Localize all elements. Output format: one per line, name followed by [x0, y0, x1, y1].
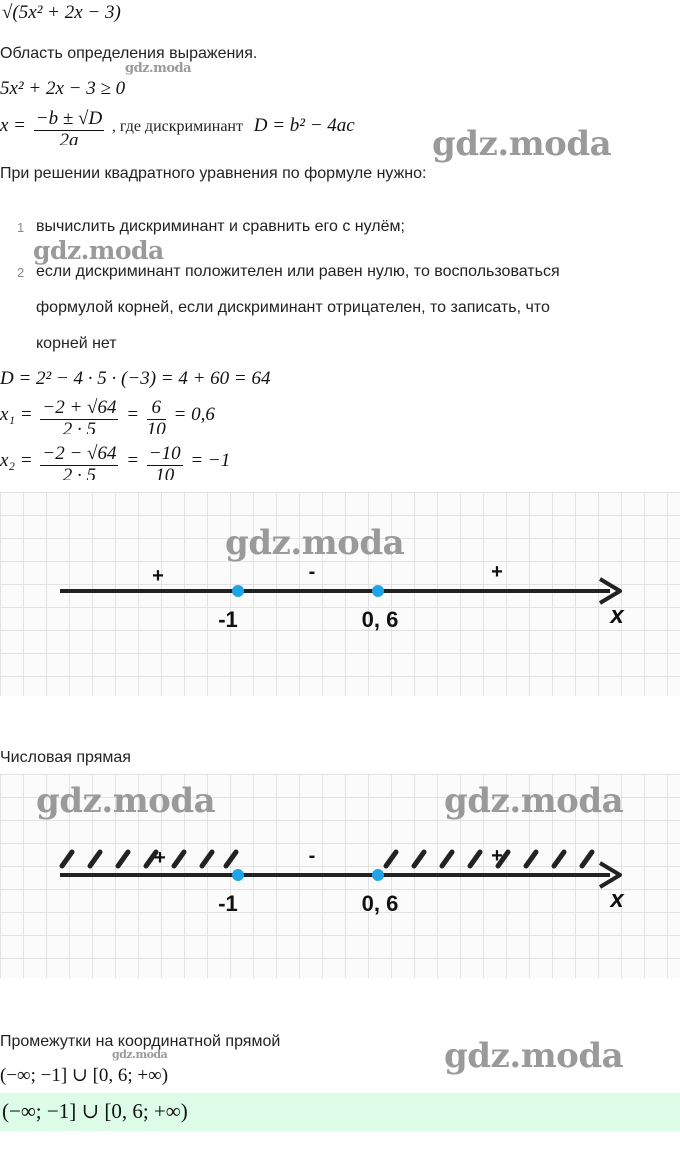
root-x1 [0, 397, 215, 443]
root-x2 [0, 443, 230, 489]
watermark: gdz.moda [225, 523, 405, 563]
x2-denominator: 2 · 5 [62, 466, 97, 480]
domain-heading: Область определения выражения. [0, 45, 258, 62]
x2-numerator: −2 − √64 [42, 443, 117, 464]
point-label: -1 [218, 607, 238, 632]
method-intro: При решении квадратного уравнения по формуле нужно: [0, 165, 427, 182]
step-text-line: формулой корней, если дискриминант отрицателен, то записать, что [36, 299, 550, 316]
sign-label: - [308, 561, 316, 583]
axis-label: x [610, 602, 624, 629]
x1-fraction [40, 397, 118, 434]
axis-label: x [610, 886, 624, 913]
formula-denominator: 2a [59, 131, 79, 145]
point-marker [232, 869, 244, 881]
step-number: 1 [17, 220, 25, 235]
x1-denominator: 2 · 5 [62, 420, 97, 434]
x2-fraction [40, 443, 118, 480]
formula-fraction [34, 108, 104, 145]
sign-label: + [154, 847, 166, 869]
x1-numerator: −2 + √64 [42, 397, 117, 418]
watermark: gdz.moda [444, 1036, 624, 1076]
formula-lhs: x = [0, 114, 27, 136]
x2-numerator-simplified: −10 [148, 443, 181, 464]
discriminant-calc: D = 2² − 4 · 5 · (−3) = 4 + 60 = 64 [0, 368, 271, 389]
watermark: gdz.moda [33, 236, 164, 265]
formula-suffix: , где дискриминант [111, 117, 243, 135]
sign-label: + [491, 561, 503, 583]
formula-numerator: −b ± √D [35, 108, 103, 129]
step-text: вычислить дискриминант и сравнить его с нулём; [36, 218, 405, 235]
x1-result: = 0,6 [173, 403, 215, 425]
discriminant-formula: D = b² − 4ac [253, 114, 355, 136]
number-line-caption: Числовая прямая [0, 749, 131, 766]
number-line-figure [0, 492, 680, 696]
watermark: gdz.moda [125, 61, 192, 76]
watermark: gdz.moda [36, 781, 216, 821]
x2-fraction-simplified [147, 443, 183, 480]
point-marker [372, 585, 384, 597]
inequality: 5x² + 2x − 3 ≥ 0 [0, 78, 126, 99]
x1-numerator-simplified: 6 [147, 397, 166, 420]
x1-equals: = [126, 403, 140, 425]
x2-lhs: x₂ = [0, 449, 33, 471]
number-line-figure [0, 774, 680, 978]
root-expression: √(5x² + 2x − 3) [2, 2, 121, 23]
watermark: gdz.moda [444, 781, 624, 821]
x2-equals: = [126, 449, 140, 471]
watermark: gdz.moda [432, 124, 612, 164]
point-label: 0, 6 [361, 891, 399, 916]
x1-denominator-simplified: 10 [146, 420, 166, 434]
step-number: 2 [17, 265, 25, 280]
x1-lhs: x₁ = [0, 403, 33, 425]
intervals-heading: Промежутки на координатной прямой [0, 1033, 281, 1050]
x2-result: = −1 [190, 449, 231, 471]
point-marker [372, 869, 384, 881]
interval-result: (−∞; −1] ∪ [0, 6; +∞) [0, 1065, 169, 1086]
hatch-left [62, 852, 236, 866]
sign-label: + [152, 565, 164, 587]
step-text-line: корней нет [36, 335, 117, 352]
sign-label: + [491, 845, 503, 867]
point-label: 0, 6 [361, 607, 399, 632]
x1-fraction-simplified [147, 397, 166, 434]
root-formula [0, 108, 355, 152]
point-label: -1 [218, 891, 238, 916]
point-marker [232, 585, 244, 597]
answer-text: (−∞; −1] ∪ [0, 6; +∞) [2, 1099, 188, 1123]
sign-label: - [308, 845, 316, 867]
step-text-line: если дискриминант положителен или равен нулю, то воспользоваться [36, 263, 560, 280]
x2-denominator-simplified: 10 [155, 466, 175, 480]
watermark: gdz.moda [112, 1048, 168, 1061]
hatch-right [386, 852, 592, 866]
